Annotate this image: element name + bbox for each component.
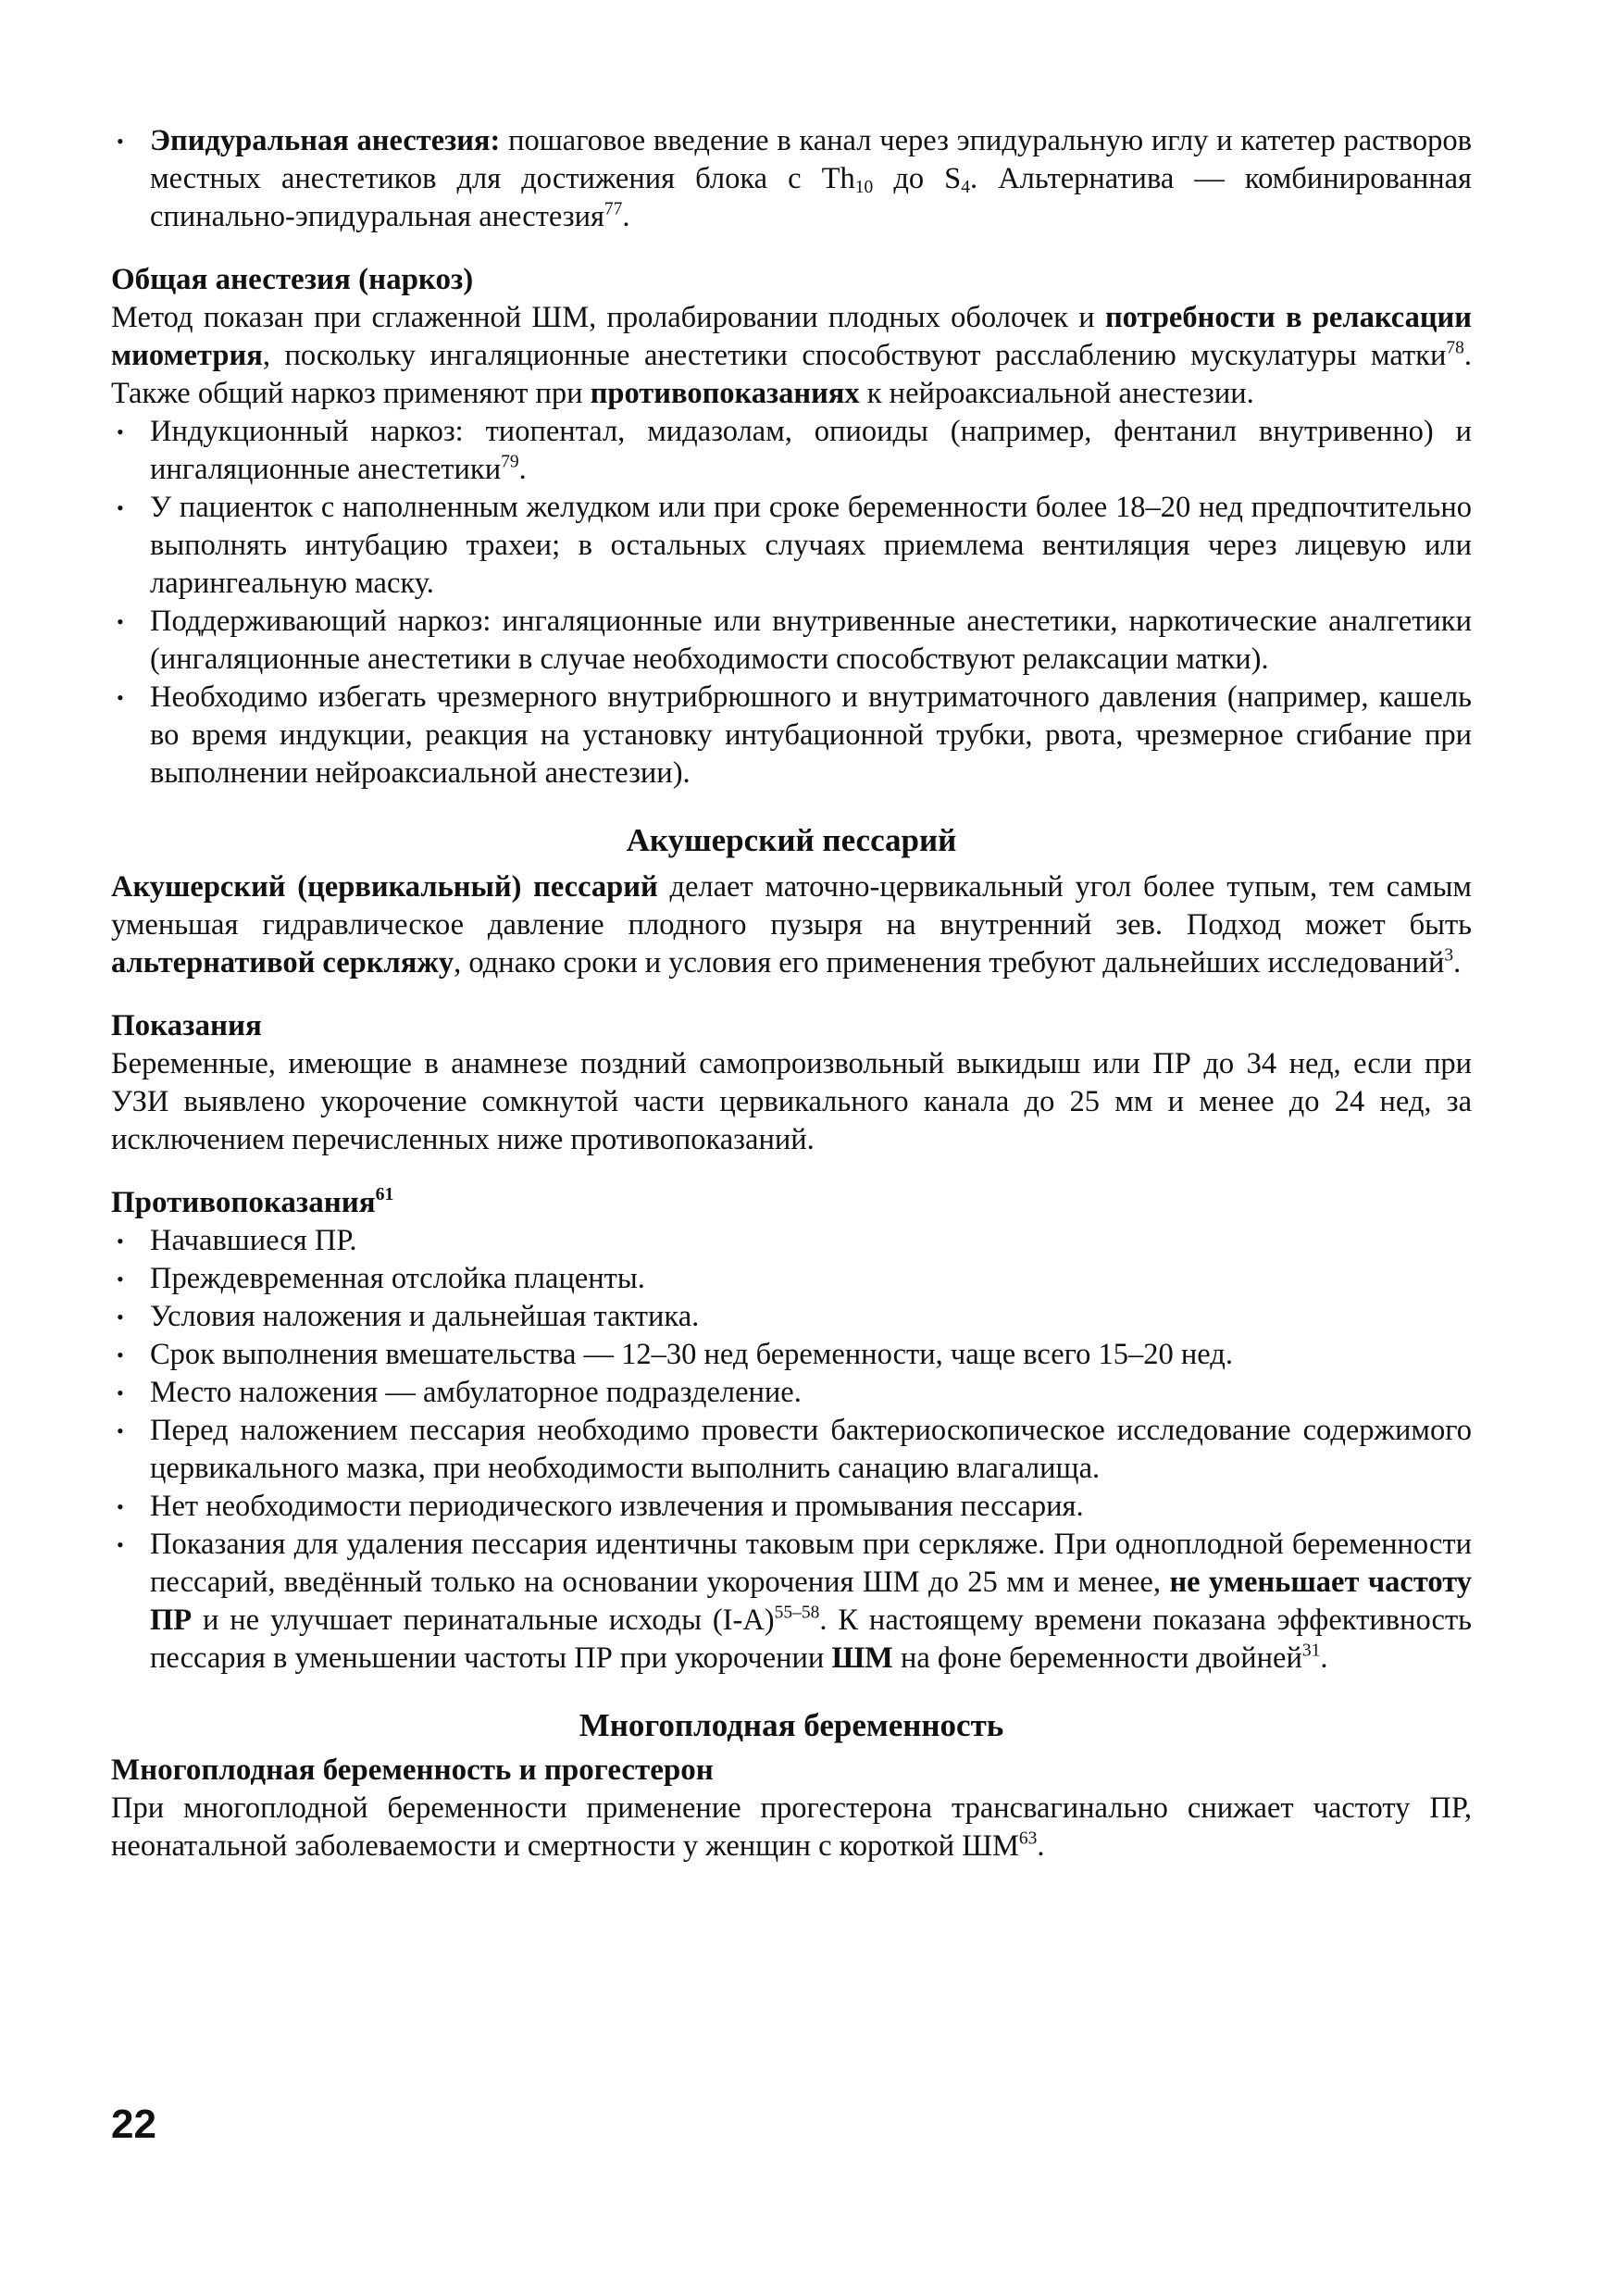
list-item: • Показания для удаления пессария идентичны таковым при серкляже. При одноплодной беременности пессарий, введённый только на основании укорочения ШМ до 25 мм и менее, не уменьшает частоту ПР и не улучшает перинатальные исходы $(I-A)^{55-58}$. К настоящему времени показана эффективность пессария в уменьшении частоты ПР при укорочении ШМ на фоне беременности двойней$^{31}$.	[111, 1526, 1472, 1678]
bold-phrase: ШМ	[831, 1641, 893, 1675]
page-number: 22	[111, 2102, 156, 2147]
list-item: • Нет необходимости периодического извлечения и промывания пессария.	[111, 1488, 1472, 1526]
epidural-text: .	[622, 200, 630, 233]
bold-phrase: не уменьшает частоту ПР	[150, 1566, 1473, 1637]
list-item: • Поддерживающий наркоз: ингаляционные или внутривенные анестетики, наркотические аналгетики (ингаляционные анестетики в случае необходимости способствуют релаксации матки).	[111, 603, 1472, 679]
list-item: • Условия наложения и дальнейшая тактика.	[111, 1298, 1472, 1336]
indications-heading: Показания	[111, 1009, 262, 1042]
footnote-ref: 55–58	[774, 1603, 820, 1623]
footnote-ref: 63	[1018, 1828, 1038, 1849]
bold-phrase: Акушерский (цервикальный) пессарий	[111, 870, 658, 904]
general-anesthesia-heading: Общая анестезия (наркоз)	[111, 263, 474, 296]
epidural-text: . Альтернатива — комбинированная спинально-эпидуральная анестезия	[150, 162, 1472, 233]
bullet-epidural	[111, 122, 1472, 236]
footnote-ref: 61	[375, 1184, 394, 1205]
bold-phrase: противопоказаниях	[590, 377, 860, 410]
list-item: • У пациенток с наполненным желудком или при сроке беременности более 18–20 нед предпочтительно выполнять интубацию трахеи; в остальных случаях приемлема вентиляция через лицевую или ларингеальную маску.	[111, 489, 1472, 603]
list-item: • Место наложения — амбулаторное подразделение.	[111, 1374, 1472, 1412]
indications-paragraph: Беременные, имеющие в анамнезе поздний самопроизвольный выкидыш или ПР до 34 нед, если при УЗИ выявлено укорочение сомкнутой части цервикального канала до 25 мм и менее до 24 нед, за исключением перечисленных ниже противопоказаний.	[111, 1047, 1472, 1156]
subscript: 10	[854, 177, 874, 197]
list-item: • Индукционный наркоз: тиопентал, мидазолам, опиоиды (например, фентанил внутривенно) и ингаляционные анестетики$^{79}$.	[111, 413, 1472, 489]
pessary-section-heading: Акушерский пессарий	[626, 822, 957, 858]
list-item: • Перед наложением пессария необходимо провести бактериоскопическое исследование содержимого цервикального мазка, при необходимости выполнить санацию влагалища.	[111, 1412, 1472, 1488]
bold-phrase: потребности в релаксации миометрия	[111, 301, 1472, 372]
multiple-progesterone-paragraph: При многоплодной беременности применение прогестерона трансвагинально снижает частоту ПР, неонатальной заболеваемости и смертности у женщин с короткой ШМ$^{63}$.	[111, 1791, 1472, 1863]
list-item: • Срок выполнения вмешательства — 12–30 нед беременности, чаще всего 15–20 нед.	[111, 1336, 1472, 1374]
multiple-progesterone-heading: Многоплодная беременность и прогестерон	[111, 1753, 714, 1787]
page-content	[111, 122, 1472, 1866]
footnote-ref: 78	[1446, 338, 1464, 358]
epidural-list	[111, 122, 1472, 236]
multiple-pregnancy-section-heading: Многоплодная беременность	[579, 1707, 1004, 1743]
general-anesthesia-list	[111, 413, 1472, 792]
contraindications-list	[111, 1222, 1472, 1678]
subscript: 4	[961, 177, 971, 197]
footnote-ref: 79	[501, 452, 519, 472]
epidural-label: Эпидуральная анестезия:	[150, 124, 501, 157]
pessary-paragraph: Акушерский (цервикальный) пессарий делает маточно-цервикальный угол более тупым, тем самым уменьшая гидравлическое давление плодного пузыря на внутренний зев. Подход может быть альтернативой серкляжу, однако сроки и условия его применения требуют дальнейших исследований$^3$.	[111, 870, 1472, 980]
footnote-ref: 31	[1301, 1641, 1321, 1661]
list-item: • Преждевременная отслойка плаценты.	[111, 1260, 1472, 1298]
footnote-ref: 3	[1444, 945, 1454, 966]
bold-phrase: альтернативой серкляжу	[111, 946, 454, 980]
general-anesthesia-paragraph: Метод показан при сглаженной ШМ, пролабировании плодных оболочек и потребности в релаксации миометрия, поскольку ингаляционные анестетики способствуют расслаблению мускулатуры матки$^{78}$. Также общий наркоз применяют при противопоказаниях к нейроаксиальной анестезии.	[111, 301, 1472, 410]
footnote-ref: 77	[604, 199, 623, 219]
epidural-text: пошаговое введение в канал через эпидуральную иглу и катетер растворов местных анестетиков для достижения блока с Th	[150, 124, 1472, 195]
contraindications-heading: Противопоказания$^{61}$	[111, 1184, 394, 1219]
epidural-text: до S	[873, 162, 962, 195]
list-item: • Начавшиеся ПР.	[111, 1222, 1472, 1260]
list-item: • Необходимо избегать чрезмерного внутрибрюшного и внутриматочного давления (например, кашель во время индукции, реакция на установку интубационной трубки, рвота, чрезмерное сгибание при выполнении нейроаксиальной анестезии).	[111, 679, 1472, 792]
